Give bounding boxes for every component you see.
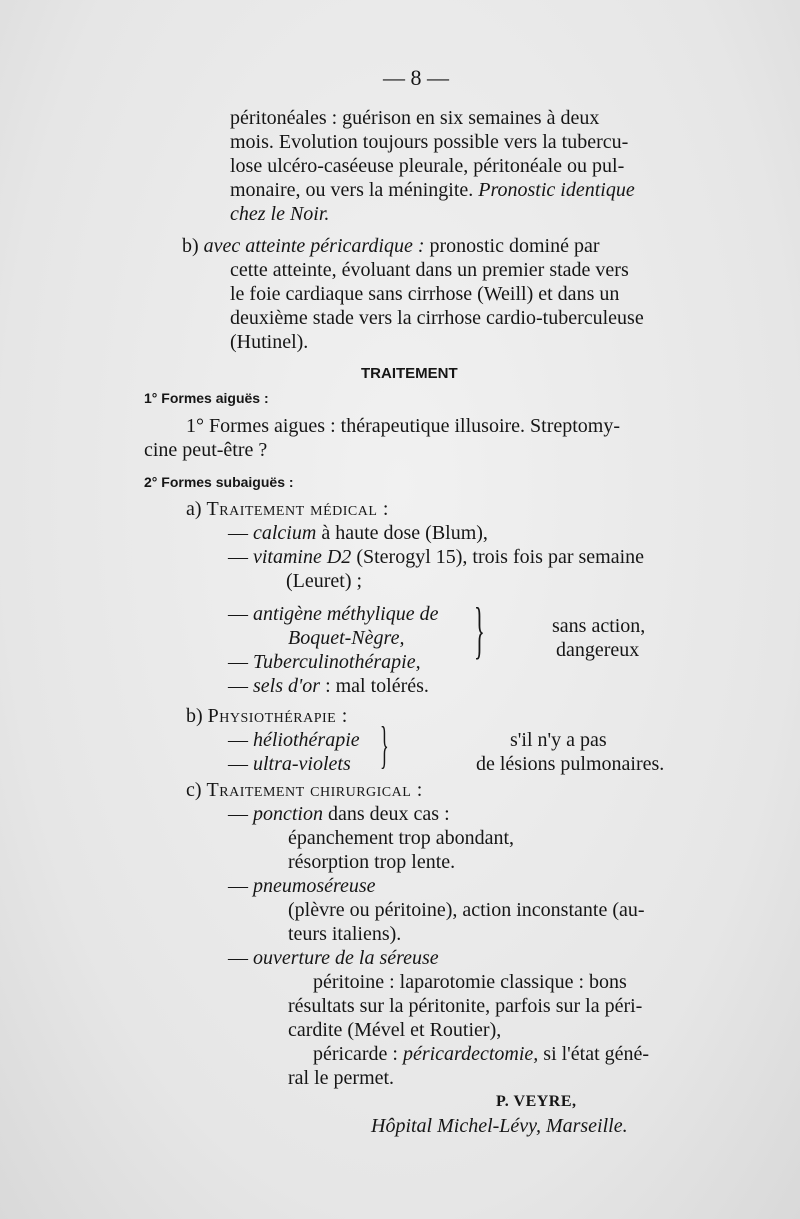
list-marker: b) <box>182 235 204 257</box>
text-line: dangereux <box>556 639 640 661</box>
text-line <box>186 778 423 802</box>
text-line: cine peut-être ? <box>144 439 268 461</box>
text-line: cardite (Mével et Routier), <box>288 1019 502 1041</box>
text-line <box>228 874 376 898</box>
text-line: ral le permet. <box>288 1067 395 1089</box>
text-line <box>230 178 635 202</box>
text-line <box>228 602 439 626</box>
italic-span: sels d'or <box>253 675 321 697</box>
page-number: — 8 — <box>383 65 449 90</box>
text-line <box>228 802 450 826</box>
italic-span: Tuberculinothérapie, <box>253 651 421 673</box>
author-signature: P. VEYRE, <box>496 1093 577 1110</box>
dash: — <box>228 753 248 775</box>
text-line: sans action, <box>552 615 646 637</box>
text-line <box>186 704 348 728</box>
italic-span: vitamine D2 <box>253 546 352 568</box>
text-line: résultats sur la péritonite, parfois sur la péri- <box>288 995 643 1017</box>
section-heading: TRAITEMENT <box>361 365 458 382</box>
text-line: 1° Formes aigues : thérapeutique illusoire. Streptomy- <box>186 415 621 437</box>
italic-span: Pronostic identique <box>478 179 635 201</box>
subsection-heading: 2° Formes subaiguës : <box>144 474 294 490</box>
italic-span: antigène méthylique de <box>253 603 439 625</box>
text-line: Boquet-Nègre, <box>288 627 405 649</box>
text-line <box>182 234 599 258</box>
sub-heading: Traitement chirurgical : <box>206 779 423 801</box>
dash: — <box>228 675 248 697</box>
sub-heading: Physiothérapie : <box>207 705 348 727</box>
text-line: chez le Noir. <box>230 203 330 225</box>
dash: — <box>228 803 248 825</box>
text-span: pronostic dominé par <box>424 235 600 257</box>
list-marker: a) <box>186 498 207 520</box>
text-line <box>228 946 439 970</box>
text-line <box>228 545 644 569</box>
text-line: de lésions pulmonaires. <box>476 753 665 775</box>
list-marker: c) <box>186 779 207 801</box>
text-span: : mal tolérés. <box>320 675 429 697</box>
text-line: épanchement trop abondant, <box>288 827 515 849</box>
text-line: cette atteinte, évoluant dans un premier stade vers <box>230 259 629 281</box>
italic-span: ponction <box>253 803 323 825</box>
italic-span: calcium <box>253 522 317 544</box>
text-line <box>228 674 429 698</box>
text-line: le foie cardiaque sans cirrhose (Weill) et dans un <box>230 283 620 305</box>
text-line <box>228 752 351 776</box>
brace-icon: } <box>380 717 389 774</box>
text-line <box>313 1042 649 1066</box>
text-span: si l'état géné- <box>538 1043 650 1065</box>
text-line <box>228 728 360 752</box>
text-line: s'il n'y a pas <box>510 729 607 751</box>
italic-span: héliothérapie <box>253 729 360 751</box>
text-line: mois. Evolution toujours possible vers la tubercu- <box>230 131 629 153</box>
text-line: (plèvre ou péritoine), action inconstante (au- <box>288 899 645 921</box>
subsection-heading: 1° Formes aiguës : <box>144 390 269 406</box>
text-line: résorption trop lente. <box>288 851 456 873</box>
italic-span: ouverture de la séreuse <box>253 947 439 969</box>
dash: — <box>228 546 248 568</box>
text-line <box>228 521 488 545</box>
text-span: dans deux cas : <box>323 803 450 825</box>
text-line: péritonéales : guérison en six semaines à deux <box>230 107 600 129</box>
author-affiliation: Hôpital Michel-Lévy, Marseille. <box>371 1115 628 1137</box>
dash: — <box>228 947 248 969</box>
text-span: péricarde : <box>313 1043 403 1065</box>
italic-span: ultra-violets <box>253 753 351 775</box>
text-line: lose ulcéro-caséeuse pleurale, péritonéale ou pul- <box>230 155 625 177</box>
text-line <box>186 497 389 521</box>
brace-icon: } <box>474 594 485 665</box>
dash: — <box>228 603 248 625</box>
text-line: péritoine : laparotomie classique : bons <box>313 971 627 993</box>
text-line: (Leuret) ; <box>286 570 363 592</box>
text-line: (Hutinel). <box>230 331 309 353</box>
dash: — <box>228 522 248 544</box>
list-marker: b) <box>186 705 208 727</box>
text-line <box>228 650 421 674</box>
text-line: deuxième stade vers la cirrhose cardio-tuberculeuse <box>230 307 644 329</box>
text-span: (Sterogyl 15), trois fois par semaine <box>351 546 645 568</box>
dash: — <box>228 729 248 751</box>
text-span: à haute dose (Blum), <box>316 522 488 544</box>
dash: — <box>228 651 248 673</box>
text-span: monaire, ou vers la méningite. <box>230 179 479 201</box>
italic-span: péricardectomie, <box>402 1043 539 1065</box>
italic-span: pneumoséreuse <box>253 875 376 897</box>
sub-heading: Traitement médical : <box>206 498 389 520</box>
italic-span: avec atteinte péricardique : <box>203 235 425 257</box>
text-line: teurs italiens). <box>288 923 402 945</box>
dash: — <box>228 875 248 897</box>
